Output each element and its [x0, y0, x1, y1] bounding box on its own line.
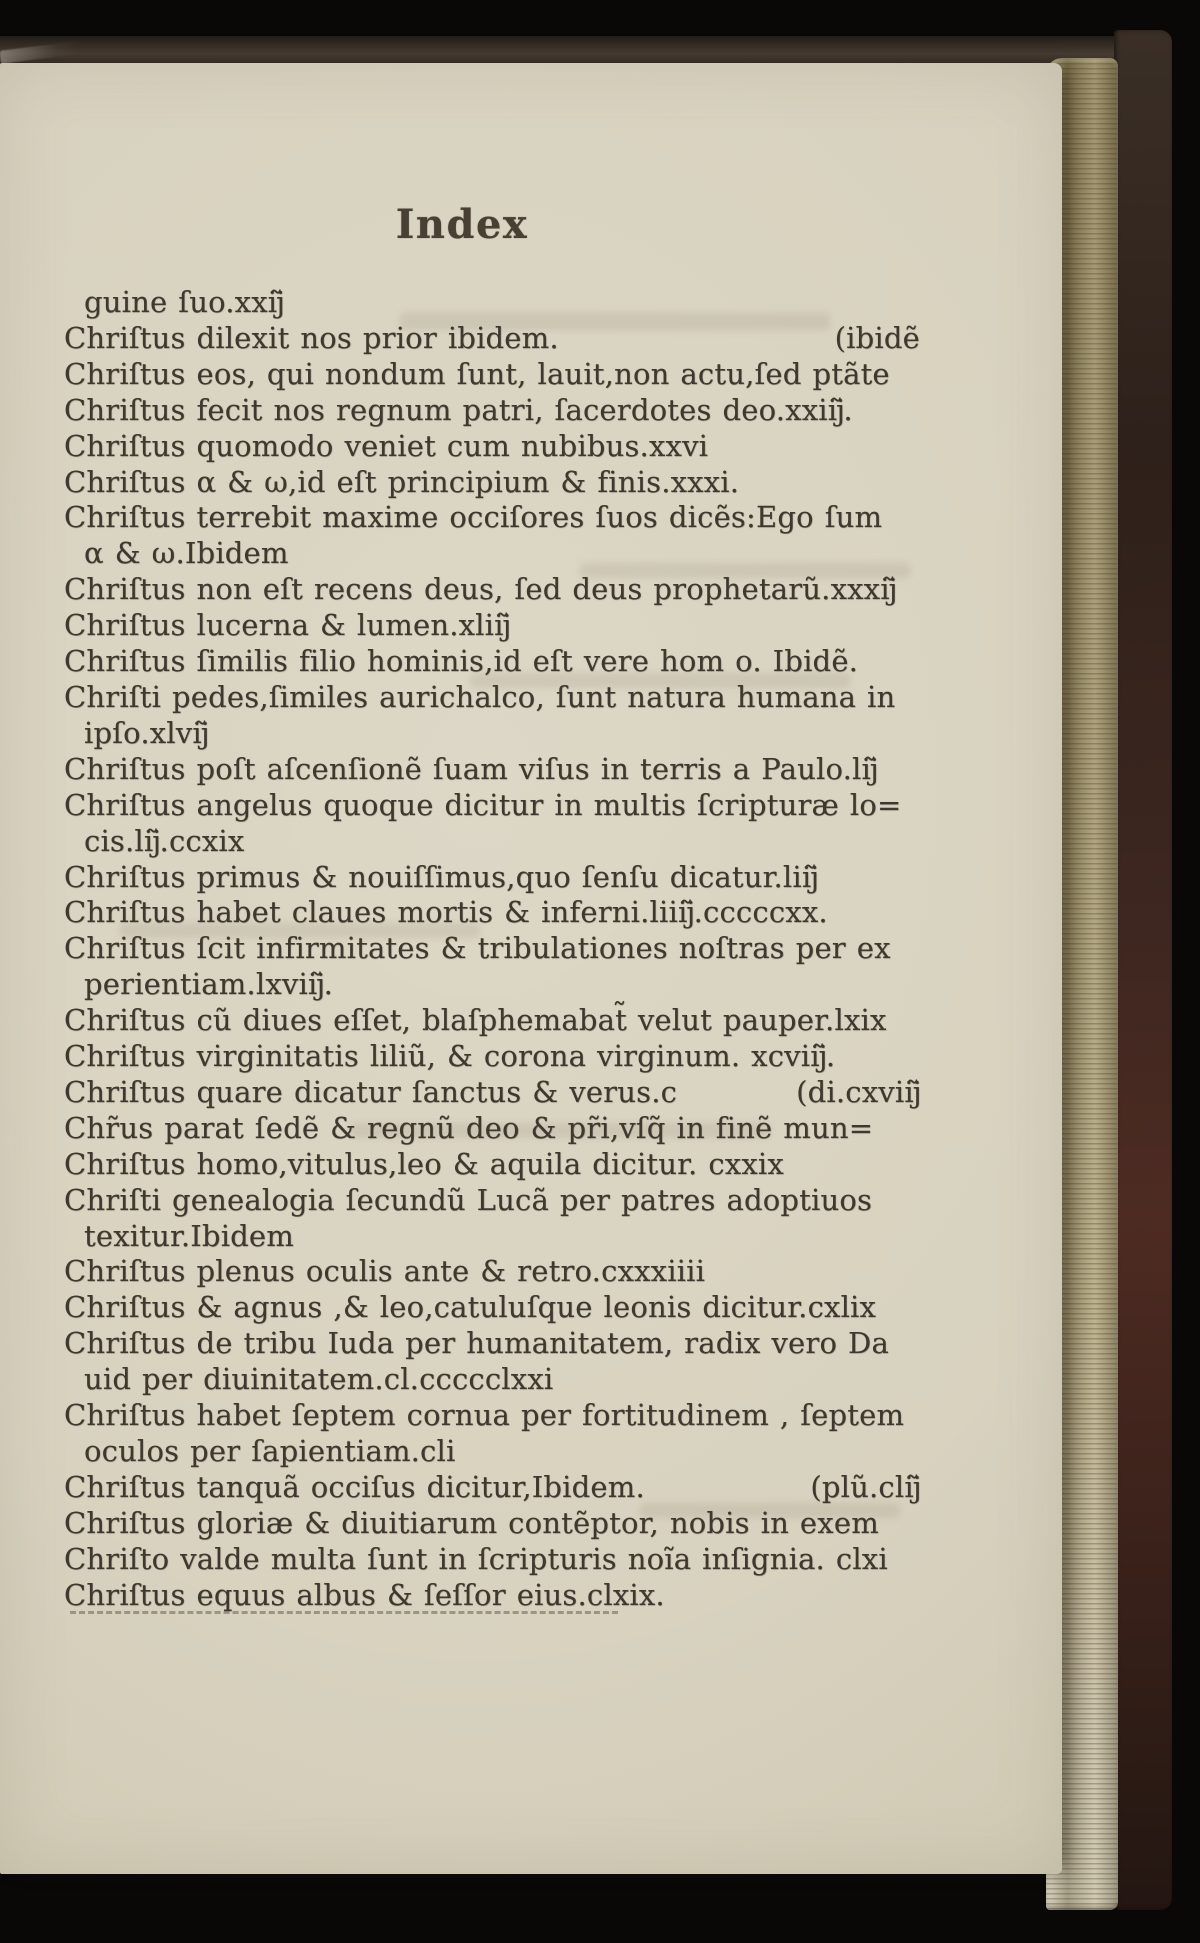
- index-line: [64, 1003, 920, 1039]
- index-entry-text: Chriſtus lucerna & lumen.xliĳ̃: [64, 608, 510, 643]
- index-entry-text: Chriſtus eos, qui nondum ſunt, lauit,non actu,ſed ptãte: [64, 356, 890, 391]
- index-line: [64, 1542, 920, 1578]
- index-entry-text: Chriſtus angelus quoque dicitur in multis ſcripturæ lo=: [64, 787, 902, 822]
- index-line: [64, 1398, 920, 1434]
- index-entry-text: Chriſtus terrebit maxime occiſores ſuos dicẽs:Ego ſum: [64, 500, 883, 535]
- index-line: [64, 1434, 920, 1470]
- index-line: [64, 357, 920, 393]
- index-entry-text: Chriſtus & agnus ,& leo,catuluſque leonis dicitur.cxlix: [64, 1290, 877, 1325]
- index-entry-text: Chriſtus non eſt recens deus, ſed deus prophetarũ.xxxĳ̃: [64, 572, 896, 607]
- index-entry-text: Chriſtus plenus oculis ante & retro.cxxxiiii: [64, 1254, 706, 1289]
- index-entry-text: Chriſtus homo,vitulus,leo & aquila dicitur. cxxix: [64, 1146, 784, 1181]
- index-line: [64, 788, 920, 824]
- index-line: [64, 572, 920, 608]
- index-entry-text: Chriſtus de tribu Iuda per humanitatem, radix vero Da: [64, 1326, 889, 1361]
- index-line: [64, 429, 920, 465]
- index-entry-text: Chriſtus ſimilis filio hominis,id eſt vere hom o. Ibidẽ.: [64, 644, 859, 679]
- index-line: [64, 1075, 920, 1111]
- index-line: [64, 1254, 920, 1290]
- index-entry-text: Chriſtus equus albus & ſeſſor eius.clxix.: [64, 1577, 665, 1612]
- index-entry-text: Chriſtus cũ diues eſſet, blaſphemabat̃ velut pauper.lxix: [64, 1003, 887, 1038]
- index-entry-marginal-ref: (plũ.clĳ̃: [810, 1469, 920, 1504]
- index-entry-text: cis.lĳ̃.ccxix: [84, 823, 245, 858]
- index-entry-text: Chriſtus ſcit infirmitates & tribulationes noſtras per ex: [64, 931, 891, 966]
- index-line: [64, 824, 920, 860]
- index-entry-text: Chriſto valde multa ſunt in ſcripturis noĩa inſignia. clxi: [64, 1541, 888, 1576]
- index-line: [64, 680, 920, 716]
- index-line: [64, 321, 920, 357]
- index-entry-text: Chriſtus fecit nos regnum patri, ſacerdotes deo.xxiĳ̃.: [64, 392, 853, 427]
- index-line: [64, 393, 920, 429]
- page-title: Index: [395, 201, 529, 248]
- index-line: [64, 1147, 920, 1183]
- index-entry-text: Chriſtus habet ſeptem cornua per fortitudinem , ſeptem: [64, 1398, 905, 1433]
- index-line: [64, 967, 920, 1003]
- index-entry-text: Chriſtus habet claues mortis & inferni.liiĳ̃.cccccxx.: [64, 895, 828, 930]
- index-entry-text: Chriſtus α & ω,id eſt principium & finis.xxxi.: [64, 464, 740, 499]
- index-line: [64, 465, 920, 501]
- index-line: [64, 1578, 920, 1614]
- index-line: [64, 608, 920, 644]
- index-entry-text: Chriſtus quare dicatur ſanctus & verus.c: [64, 1074, 678, 1109]
- index-line: [64, 752, 920, 788]
- index-entry-marginal-ref: (ibidẽ: [834, 320, 920, 355]
- index-line: [64, 644, 920, 680]
- book-cover-right-edge: [1114, 30, 1172, 1910]
- index-entry-text: Chriſtus quomodo veniet cum nubibus.xxvi: [64, 428, 709, 463]
- index-line: [64, 536, 920, 572]
- index-entry-text: Chriſti genealogia ſecundũ Lucã per patres adoptiuos: [64, 1182, 873, 1217]
- index-line: [64, 1039, 920, 1075]
- index-text-block: [64, 285, 920, 1614]
- index-entry-text: perientiam.lxviĳ̃.: [84, 967, 334, 1002]
- index-line: [64, 1183, 920, 1219]
- index-entry-text: ipſo.xlvĳ̃: [84, 715, 209, 750]
- index-line: [64, 1506, 920, 1542]
- index-line: [64, 1111, 920, 1147]
- index-line: [64, 500, 920, 536]
- index-entry-text: oculos per ſapientiam.cli: [84, 1434, 456, 1468]
- index-entry-text: Chr̃us parat ſedẽ & regnũ deo & pr̃i,vſq̃ in finẽ mun=: [64, 1110, 874, 1145]
- index-entry-text: texitur.Ibidem: [84, 1218, 294, 1253]
- index-entry-text: Chriſti pedes,ſimiles aurichalco, ſunt natura humana in: [64, 679, 896, 714]
- index-line: [64, 860, 920, 896]
- index-line: [64, 1219, 920, 1255]
- index-entry-text: uid per diuinitatem.cl.ccccclxxi: [84, 1362, 554, 1397]
- index-line: [64, 1326, 920, 1362]
- index-entry-text: Chriſtus poſt aſcenſionẽ ſuam viſus in terris a Paulo.lĳ̃: [64, 751, 878, 786]
- index-entry-text: Chriſtus dilexit nos prior ibidem.: [64, 320, 559, 355]
- index-line: [64, 1470, 920, 1506]
- index-entry-text: Chriſtus virginitatis liliũ, & corona virginum. xcviĳ̃.: [64, 1039, 836, 1074]
- index-line: [64, 716, 920, 752]
- book-page: [0, 63, 1062, 1874]
- index-line: [64, 1362, 920, 1398]
- index-entry-text: guine ſuo.xxĳ̃: [84, 285, 284, 319]
- index-line: [64, 285, 920, 321]
- index-line: [64, 1290, 920, 1326]
- index-entry-text: α & ω.Ibidem: [84, 536, 289, 571]
- index-line: [64, 931, 920, 967]
- index-entry-text: Chriſtus tanquã occiſus dicitur,Ibidem.: [64, 1469, 645, 1504]
- index-entry-text: Chriſtus primus & nouiſſimus,quo ſenſu dicatur.liĳ̃: [64, 859, 818, 894]
- index-entry-marginal-ref: (di.cxviĳ̃: [796, 1074, 920, 1109]
- index-line: [64, 895, 920, 931]
- index-entry-text: Chriſtus gloriæ & diuitiarum contẽptor, nobis in exem: [64, 1505, 879, 1540]
